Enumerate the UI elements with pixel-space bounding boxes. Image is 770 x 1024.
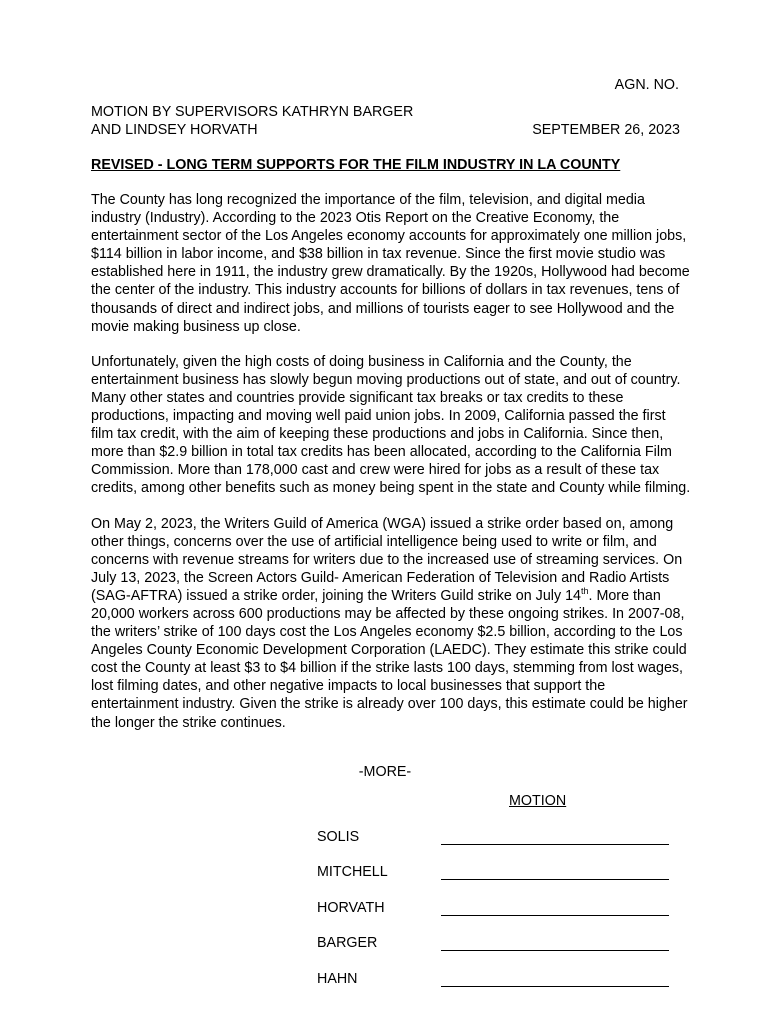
more-marker: -MORE- <box>358 764 412 780</box>
paragraph-3-part-2: . More than 20,000 workers across 600 productions may be affected by these ongoing strikes. In 2007-08, the writers’ strike of 100 days cost the Los Angeles economy $2.5 billion, according to the Los Angeles County Economic Development Corporation (LAEDC). They estimate this strike could cost the County at least $3 to $4 billion if the strike lasts 100 days, stemming from lost wages, lost filming dates, and other negative impacts to local businesses that support the entertainment industry. Given the strike is already over 100 days, this estimate could be higher the longer the strike continues. <box>91 587 688 731</box>
agenda-number: AGN. NO. <box>614 77 679 93</box>
motion-title: REVISED - LONG TERM SUPPORTS FOR THE FILM INDUSTRY IN LA COUNTY <box>91 157 621 173</box>
paragraph-3-superscript: th <box>580 586 589 597</box>
motion-header <box>91 103 680 139</box>
signature-line <box>441 879 669 880</box>
vote-row-barger <box>317 934 669 954</box>
supervisor-name: HAHN <box>317 971 358 987</box>
vote-row-hahn <box>317 970 669 990</box>
paragraph-2: Unfortunately, given the high costs of doing business in California and the County, the entertainment business has slowly begun moving productions out of state, and out of country. Many other states and countries provide significant tax breaks or tax credits to these productions, impacting and moving well paid union jobs. In 2009, California passed the first film tax credit, with the aim of keeping these productions and jobs in California. Since then, more than $2.9 billion in total tax credits has been allocated, according to the California Film Commission. More than 178,000 cast and crew were hired for jobs as a result of these tax credits, among other benefits such as money being spent in the state and County while filming. <box>91 353 691 497</box>
vote-row-mitchell <box>317 863 669 883</box>
vote-row-horvath <box>317 899 669 919</box>
sponsors-line-1: MOTION BY SUPERVISORS KATHRYN BARGER <box>91 104 414 120</box>
vote-row-solis <box>317 828 669 848</box>
motion-date: SEPTEMBER 26, 2023 <box>532 122 680 138</box>
supervisor-name: HORVATH <box>317 900 385 916</box>
supervisor-name: SOLIS <box>317 829 360 845</box>
signature-line <box>441 986 669 987</box>
supervisor-name: MITCHELL <box>317 864 388 880</box>
motion-body <box>91 191 691 732</box>
motion-vote-heading: MOTION <box>509 793 567 809</box>
paragraph-3-part-1: On May 2, 2023, the Writers Guild of America (WGA) issued a strike order based on, among other things, concerns over the use of artificial intelligence being used to write or film, and concerns with revenue streams for writers due to the increased use of streaming services. On July 13, 2023, the Screen Actors Guild- American Federation of Television and Radio Artists (SAG-AFTRA) issued a strike order, joining the Writers Guild strike on July 14 <box>91 515 683 604</box>
signature-line <box>441 915 669 916</box>
signature-line <box>441 950 669 951</box>
signature-line <box>441 844 669 845</box>
paragraph-1: The County has long recognized the importance of the film, television, and digital media industry (Industry). According to the 2023 Otis Report on the Creative Economy, the entertainment sector of the Los Angeles economy accounts for approximately one million jobs, $114 billion in labor income, and $38 billion in tax revenue. Since the first movie studio was established here in 1911, the industry grew dramatically. By the 1920s, Hollywood had become the center of the industry. This industry accounts for billions of dollars in tax revenues, tens of thousands of direct and indirect jobs, and millions of tourists eager to see Hollywood and the movie making business up close. <box>91 192 690 335</box>
supervisor-name: BARGER <box>317 935 378 951</box>
sponsors-line-2: AND LINDSEY HORVATH <box>91 122 258 138</box>
paragraph-3 <box>91 515 691 732</box>
